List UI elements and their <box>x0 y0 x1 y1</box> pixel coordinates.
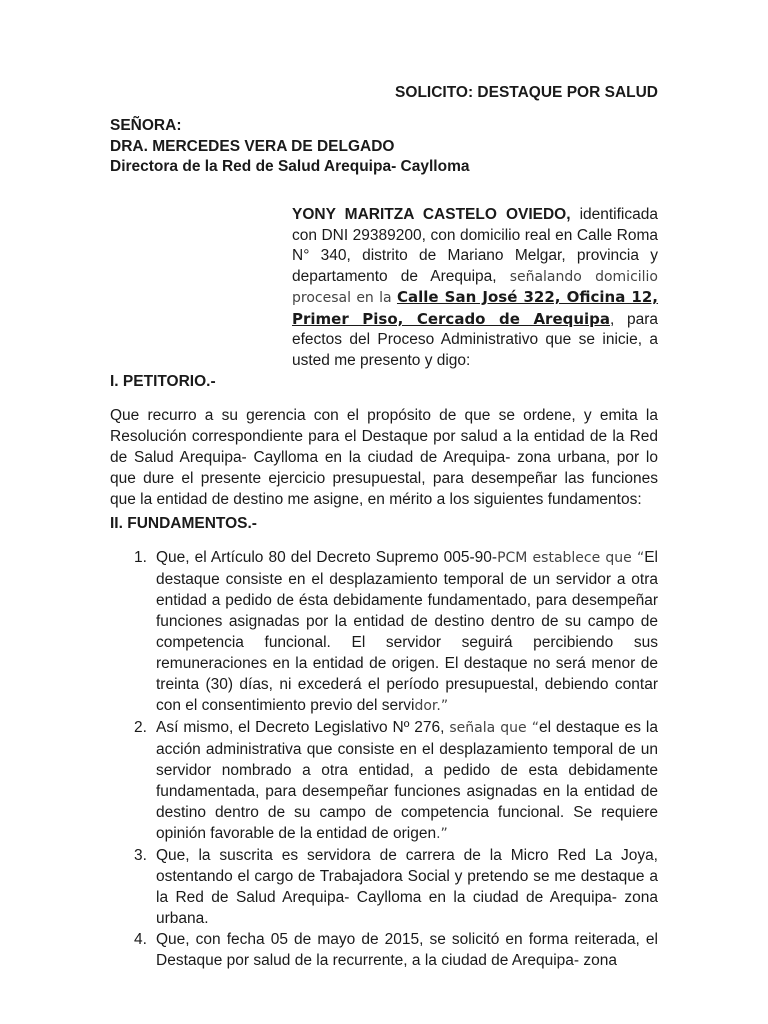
salutation: SEÑORA: <box>110 117 182 134</box>
procedural-address: Calle San José 322, Oficina 12, Primer Piso, Cercado de Arequipa <box>292 288 659 328</box>
petitorio-paragraph: Que recurro a su gerencia con el propósito de que se ordene, y emita la Resolución correspondiente para el Destaque por salud a la entidad de la Red de Salud Arequipa- Caylloma en la ciudad de Arequipa- zona urbana, por lo que dure el presente ejercicio presupuestal, para desempeñar las funciones que la entidad de destino me asigne, en mérito a los siguientes fundamentos: <box>110 407 658 508</box>
addressee-name: DRA. MERCEDES VERA DE DELGADO <box>110 137 395 155</box>
intro-text-2: señalando domicilio procesal en la <box>292 268 658 306</box>
list-item <box>110 717 658 845</box>
list-item-text <box>156 549 658 714</box>
list-item-text <box>156 931 658 969</box>
item-text-part: Así mismo, el Decreto Legislativo Nº 276, <box>156 719 450 736</box>
item-text-part: Que, con fecha 05 de mayo de 2015, se solicitó en forma reiterada, el Destaque por salud de la recurrente, a la ciudad de Arequipa- zona <box>156 931 658 969</box>
addressee-block <box>110 116 469 178</box>
intro-paragraph <box>292 205 658 371</box>
item-text-part: .” <box>436 826 448 842</box>
list-item-number: 2. <box>134 719 147 736</box>
petitorio-heading: I. PETITORIO.- <box>110 373 216 390</box>
intro-text-3: , para efectos del Proceso Administrativo que se inicie, a usted me presento y digo: <box>292 310 658 369</box>
fundamentos-list <box>110 547 658 971</box>
fundamentos-heading: II. FUNDAMENTOS.- <box>110 515 257 532</box>
list-item-number: 3. <box>134 847 147 864</box>
item-text-part: el destaque es la acción administrativa que consiste en el desplazamiento temporal de un servidor nombrado a otra entidad, a pedido de esta debidamente fundamentada, para desempeñar funciones asignadas en la entidad de destino dentro de su campo de competencia funcional. Se requiere opinión favorable de la entidad de origen <box>156 719 659 842</box>
list-item-text <box>156 719 658 842</box>
item-text-part: Que, la suscrita es servidora de carrera de la Micro Red La Joya, ostentando el cargo de Trabajadora Social y pretendo se me destaque a la Red de Salud Arequipa- Caylloma en la ciudad de Arequipa- zona urbana. <box>156 847 658 927</box>
item-text-part: señala que “ <box>449 720 539 736</box>
item-text-part: Que, el Artículo 80 del Decreto Supremo 005-90- <box>156 549 498 566</box>
list-item <box>110 929 658 971</box>
applicant-name: YONY MARITZA CASTELO OVIEDO, <box>292 206 571 223</box>
list-item-number: 4. <box>134 931 147 948</box>
item-text-part: El destaque consiste en el desplazamiento temporal de un servidor a otra entidad a pedido de ésta debidamente fundamentado, para desempeñar funciones asignadas por la entidad de destino dentro de su campo de competencia funcional. El servidor seguirá percibiendo sus remuneraciones en la entidad de origen. El destaque no será menor de treinta (30) días, ni excederá el período presupuestal, debiendo contar con el consentimiento previo del servi <box>156 549 658 714</box>
addressee-position: Directora de la Red de Salud Arequipa- Caylloma <box>110 158 470 175</box>
list-item <box>110 845 658 929</box>
list-item-number: 1. <box>134 549 147 566</box>
item-text-part: dor.” <box>414 698 449 714</box>
list-item <box>110 547 658 717</box>
subject-line: SOLICITO: DESTAQUE POR SALUD <box>395 84 658 101</box>
intro-text-1: identificada con DNI 29389200, con domicilio real en Calle Roma N° 340, distrito de Mariano Melgar, provincia y departamento de Arequipa, <box>292 206 658 285</box>
list-item-text <box>156 847 658 927</box>
item-text-part: PCM establece que “ <box>497 550 645 566</box>
